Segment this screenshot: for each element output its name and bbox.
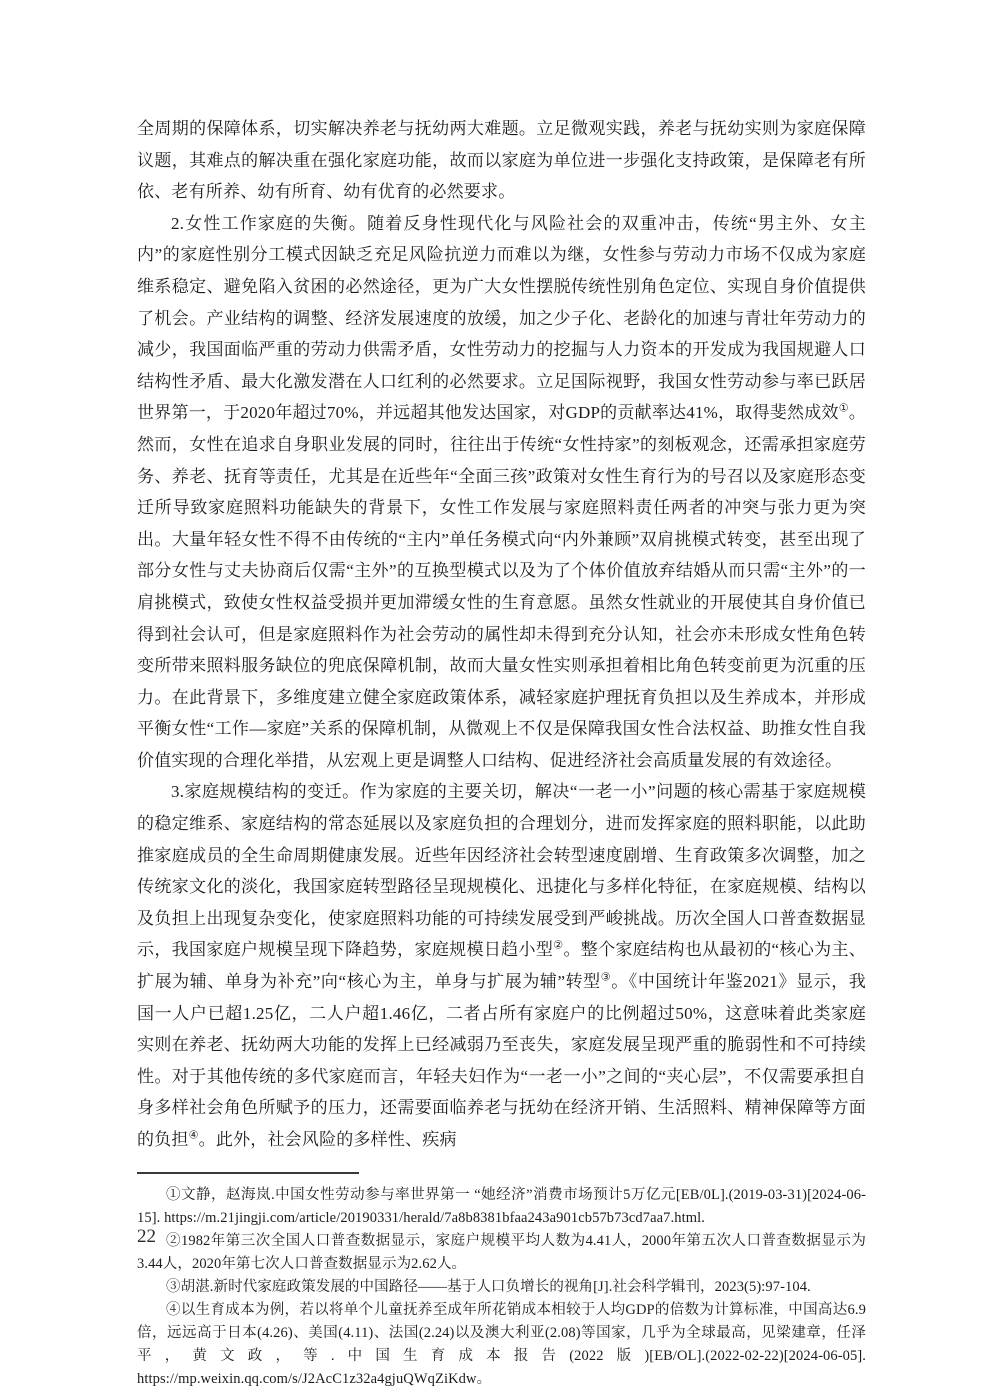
body-paragraph-family-structure: [137, 776, 866, 1155]
text-run: 全周期的保障体系，切实解决养老与抚幼两大难题。立足微观实践，养老与抚幼实则为家庭保障议题，其难点的解决重在强化家庭功能，故而以家庭为单位进一步强化支持政策，是保障老有所依、老有所养、幼有所育、幼有优育的必然要求。: [137, 119, 866, 202]
text-run: 2.女性工作家庭的失衡。随着反身性现代化与风险社会的双重冲击，传统“男主外、女主内”的家庭性别分工模式因缺乏充足风险抗逆力而难以为继，女性参与劳动力市场不仅成为家庭维系稳定、避免陷入贫困的必然途径，更为广大女性摆脱传统性别角色定位、实现自身价值提供了机会。产业结构的调整、经济发展速度的放缓，加之少子化、老龄化的加速与青壮年劳动力的减少，我国面临严重的劳动力供需矛盾，女性劳动力的挖掘与人力资本的开发成为我国规避人口结构性矛盾、最大化激发潜在人口红利的必然要求。立足国际视野，我国女性劳动参与率已跃居世界第一，于2020年超过70%，并远超其他发达国家，对GDP的贡献率达41%，取得斐然成效: [137, 213, 866, 423]
page-content: [137, 113, 866, 1391]
text-run: 。《中国统计年鉴2021》显示，我国一人户已超1.25亿，二人户超1.46亿，二者占所有家庭户的比例超过50%，这意味着此类家庭实则在养老、抚幼两大功能的发挥上已经减弱乃至丧失，家庭发展呈现严重的脆弱性和不可持续性。对于其他传统的多代家庭而言，年轻夫妇作为“一老一小”之间的“夹心层”，不仅需要承担自身多样社会角色所赋予的压力，还需要面临养老与抚幼在经济开销、生活照料、精神保障等方面的负担: [137, 972, 866, 1149]
footnote-marker: ②: [553, 939, 564, 952]
text-run: 3.家庭规模结构的变迁。作为家庭的主要关切，解决“一老一小”问题的核心需基于家庭规模的稳定维系、家庭结构的常态延展以及家庭负担的合理划分，进而发挥家庭的照料职能，以此助推家庭成员的全生命周期健康发展。近些年因经济社会转型速度剧增、生育政策多次调整，加之传统家文化的淡化，我国家庭转型路径呈现规模化、迅捷化与多样化特征，在家庭规模、结构以及负担上出现复杂变化，使家庭照料功能的可持续发展受到严峻挑战。历次全国人口普查数据显示，我国家庭户规模呈现下降趋势，家庭规模日趋小型: [137, 782, 866, 960]
footnote-1: ①文静，赵海岚.中国女性劳动参与率世界第一 “她经济”消费市场预计5万亿元[EB/0L].(2019-03-31)[2024-06-15]. https://m.21jingji.com/article/20190331/herald/7a8b8381bfaa243a901cb57b73cd7aa7.html.: [137, 1186, 866, 1226]
body-paragraph-continuation: [137, 113, 866, 208]
footnote-marker: ③: [600, 971, 612, 984]
text-run: 。此外，社会风险的多样性、疾病: [198, 1130, 457, 1149]
text-run: 。然而，女性在追求自身职业发展的同时，往往出于传统“女性持家”的刻板观念，还需承担家庭劳务、养老、抚育等责任，尤其是在近些年“全面三孩”政策对女性生育行为的号召以及家庭形态变迁所导致家庭照料功能缺失的背景下，女性工作发展与家庭照料责任两者的冲突与张力更为突出。大量年轻女性不得不由传统的“主内”单任务模式向“内外兼顾”双肩挑模式转变，甚至出现了部分女性与丈夫协商后仅需“主外”的互换型模式以及为了个体价值放弃结婚从而只需“主外”的一肩挑模式，致使女性权益受损并更加滞缓女性的生育意愿。虽然女性就业的开展使其自身价值已得到社会认可，但是家庭照料作为社会劳动的属性却未得到充分认知，社会亦未形成女性角色转变所带来照料服务缺位的兜底保障机制，故而大量女性实则承担着相比角色转变前更为沉重的压力。在此背景下，多维度建立健全家庭政策体系，减轻家庭护理抚育负担以及生养成本，并形成平衡女性“工作—家庭”关系的保障机制，从微观上不仅是保障我国女性合法权益、助推女性自我价值实现的合理化举措，从宏观上更是调整人口结构、促进经济社会高质量发展的有效途径。: [137, 403, 866, 770]
footnote-area: [137, 1172, 866, 1391]
footnote-marker: ④: [188, 1129, 199, 1142]
body-text: [137, 113, 866, 1156]
text-run: 。整个家庭结构也从最初的“核心为主、扩展为辅、单身为补充”向“核心为主，单身与扩展为辅”转型: [137, 940, 866, 992]
footnote-2: ②1982年第三次全国人口普查数据显示，家庭户规模平均人数为4.41人，2000年第五次人口普查数据显示为3.44人，2020年第七次人口普查数据显示为2.62人。: [137, 1232, 866, 1272]
page-number: 22: [137, 1226, 156, 1247]
footnote-marker: ①: [838, 402, 849, 415]
footnote-separator-rule: [137, 1172, 359, 1174]
footnote-4: ④以生育成本为例，若以将单个儿童抚养至成年所花销成本相较于人均GDP的倍数为计算标准，中国高达6.9倍，远远高于日本(4.26)、美国(4.11)、法国(2.24)以及澳大利亚(2.08)等国家，几乎为全球最高，见梁建章，任泽平，黄文政，等.中国生育成本报告(2022版)[EB/OL].(2022-02-22)[2024-06-05]. https://mp.weixin.qq.com/s/J2AcC1z32a4gjuQWqZiKdw。: [137, 1301, 866, 1387]
body-paragraph-women-work-family: [137, 208, 866, 777]
footnote-3: ③胡湛.新时代家庭政策发展的中国路径——基于人口负增长的视角[J].社会科学辑刊，2023(5):97-104.: [166, 1278, 811, 1295]
